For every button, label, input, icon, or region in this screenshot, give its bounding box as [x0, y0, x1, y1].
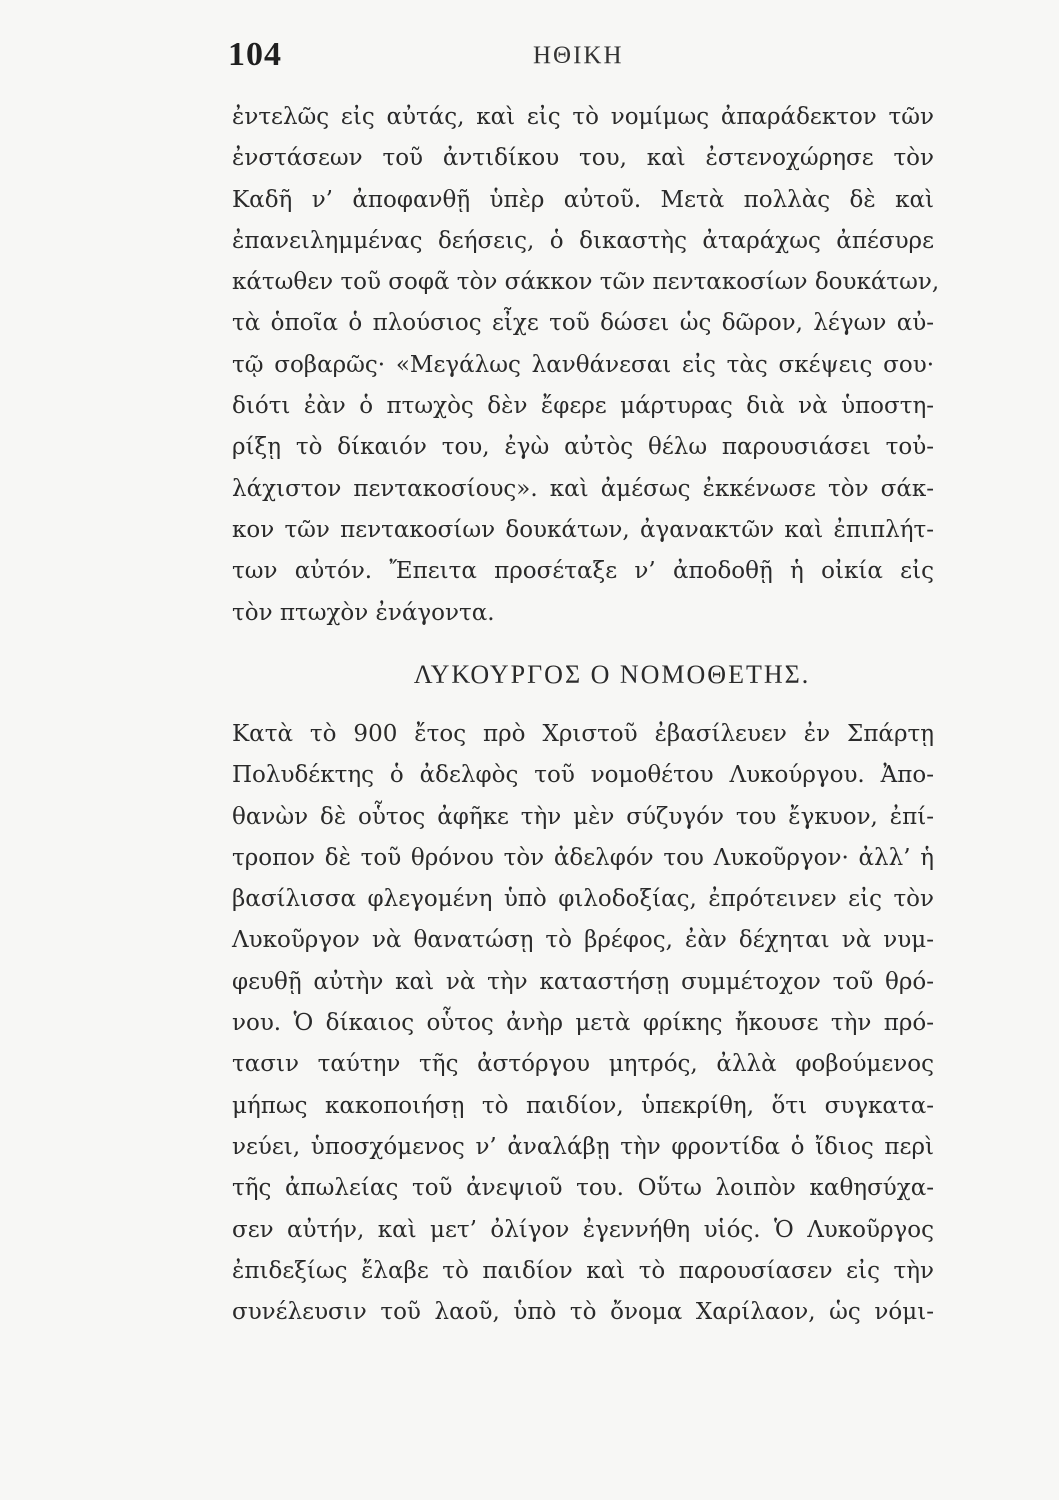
- running-title: ΗΘΙΚΗ: [533, 42, 624, 69]
- text-line: νεύει, ὑποσχόμενος ν’ ἀναλάβῃ τὴν φροντίδα ὁ ἴδιος περὶ: [232, 1133, 934, 1160]
- text-line: συνέλευσιν τοῦ λαοῦ, ὑπὸ τὸ ὄνομα Χαρίλαον, ὡς νόμι-: [232, 1299, 934, 1326]
- paragraph-1: [232, 97, 940, 634]
- text-line: διότι ἐὰν ὁ πτωχὸς δὲν ἔφερε μάρτυρας διὰ νὰ ὑποστη-: [232, 393, 934, 420]
- paragraph-2: [232, 714, 934, 1333]
- text-line: τῆς ἀπωλείας τοῦ ἀνεψιοῦ του. Οὕτω λοιπὸν καθησύχα-: [232, 1175, 934, 1202]
- text-line: τὸν πτωχὸν ἐνάγοντα.: [232, 599, 495, 626]
- text-line: ἐπιδεξίως ἔλαβε τὸ παιδίον καὶ τὸ παρουσίασεν εἰς τὴν: [232, 1257, 934, 1284]
- text-line: Πολυδέκτης ὁ ἀδελφὸς τοῦ νομοθέτου Λυκούργου. Ἀπο-: [232, 762, 934, 789]
- text-line: ἐπανειλημμένας δεήσεις, ὁ δικαστὴς ἀταράχως ἀπέσυρε: [232, 227, 934, 254]
- text-line: λάχιστον πεντακοσίους». καὶ ἀμέσως ἐκκένωσε τὸν σάκ-: [232, 475, 934, 502]
- text-line: Λυκοῦργον νὰ θανατώσῃ τὸ βρέφος, ἐὰν δέχηται νὰ νυμ-: [232, 927, 934, 954]
- page-number: 104: [228, 36, 282, 73]
- text-line: σεν αὐτήν, καὶ μετ’ ὀλίγον ἐγεννήθη υἱός. Ὁ Λυκοῦργος: [232, 1216, 934, 1243]
- text-line: μήπως κακοποιήσῃ τὸ παιδίον, ὑπεκρίθη, ὅτι συγκατα-: [232, 1092, 934, 1119]
- text-line: τροπον δὲ τοῦ θρόνου τὸν ἀδελφόν του Λυκοῦργον· ἀλλ’ ἡ: [232, 844, 934, 871]
- text-line: θανὼν δὲ οὗτος ἀφῆκε τὴν μὲν σύζυγόν του ἔγκυον, ἐπί-: [232, 803, 934, 830]
- text-line: κάτωθεν τοῦ σοφᾶ τὸν σάκκον τῶν πεντακοσίων δουκάτων,: [232, 269, 940, 296]
- text-line: ρίξῃ τὸ δίκαιόν του, ἐγὼ αὐτὸς θέλω παρουσιάσει τοὐ-: [232, 434, 934, 461]
- text-line: τασιν ταύτην τῆς ἀστόργου μητρός, ἀλλὰ φοβούμενος: [232, 1051, 934, 1078]
- text-line: Καδῆ ν’ ἀποφανθῇ ὑπὲρ αὐτοῦ. Μετὰ πολλὰς δὲ καὶ: [232, 186, 934, 213]
- text-line: Κατὰ τὸ 900 ἔτος πρὸ Χριστοῦ ἐβασίλευεν ἐν Σπάρτῃ: [232, 721, 934, 747]
- text-line: ἐντελῶς εἰς αὐτάς, καὶ εἰς τὸ νομίμως ἀπαράδεκτον τῶν: [232, 104, 934, 130]
- text-line: νου. Ὁ δίκαιος οὗτος ἀνὴρ μετὰ φρίκης ἤκουσε τὴν πρό-: [232, 1010, 934, 1037]
- text-line: των αὐτόν. Ἔπειτα προσέταξε ν’ ἀποδοθῇ ἡ οἰκία εἰς: [232, 558, 934, 585]
- text-line: κον τῶν πεντακοσίων δουκάτων, ἀγανακτῶν καὶ ἐπιπλήτ-: [232, 516, 934, 543]
- text-line: ἐνστάσεων τοῦ ἀντιδίκου του, καὶ ἐστενοχώρησε τὸν: [232, 145, 934, 172]
- text-line: τῷ σοβαρῶς· «Μεγάλως λανθάνεσαι εἰς τὰς σκέψεις σου·: [232, 351, 934, 378]
- text-line: βασίλισσα φλεγομένη ὑπὸ φιλοδοξίας, ἐπρότεινεν εἰς τὸν: [232, 886, 934, 913]
- text-line: τὰ ὁποῖα ὁ πλούσιος εἶχε τοῦ δώσει ὡς δῶρον, λέγων αὐ-: [232, 310, 934, 337]
- text-line: φευθῇ αὐτὴν καὶ νὰ τὴν καταστήσῃ συμμέτοχον τοῦ θρό-: [232, 968, 934, 995]
- section-heading: ΛΥΚΟΥΡΓΟΣ Ο ΝΟΜΟΘΕΤΗΣ.: [413, 660, 811, 689]
